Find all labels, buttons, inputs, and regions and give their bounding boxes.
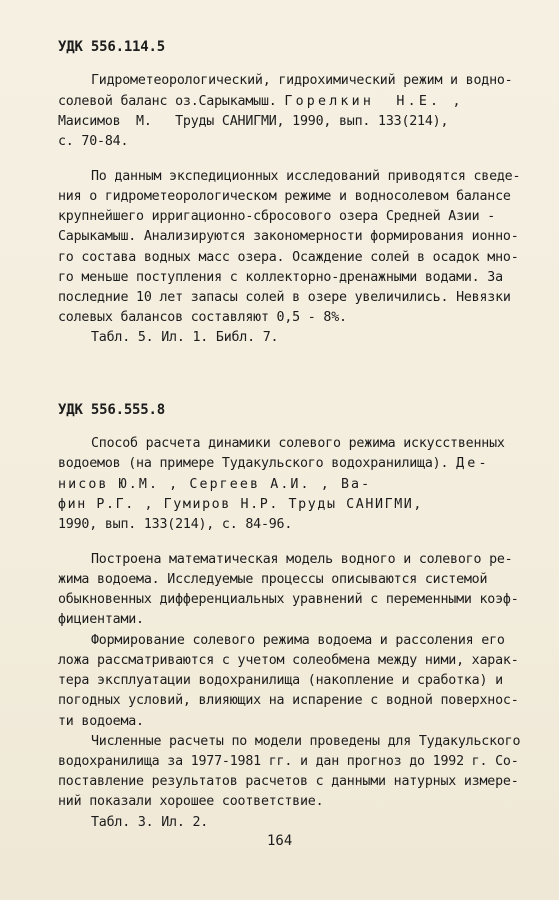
entry1-abstract-line-7: последние 10 лет запасы солей в озере увеличились. Невязки: [58, 290, 511, 305]
entry2-abstract-line-10: Численные расчеты по модели проведены для Тудакульского: [91, 734, 521, 749]
entry1-abstract-line-6: го меньше поступления с коллекторно-дренажными водами. За: [58, 270, 503, 285]
entry1-footer: Табл. 5. Ил. 1. Библ. 7.: [91, 330, 279, 345]
entry1-title-line-1: Гидрометеорологический, гидрохимический режим и водно-: [91, 73, 513, 88]
entry2-title-line-4: 1990, вып. 133(214), с. 84-96.: [58, 517, 293, 532]
entry1-title-line-2: [58, 95, 464, 108]
entry2-abstract-line-6: ложа рассматриваются с учетом солеобмена между ними, харак-: [58, 653, 519, 668]
entry1-title-text: солевой баланс оз.Сарыкамыш.: [58, 94, 277, 109]
entry2-abstract-line-1: Построена математическая модель водного и солевого ре-: [91, 552, 513, 567]
entry1-abstract-line-5: го состава водных масс озера. Осаждение солей в осадок мно-: [58, 250, 519, 265]
entry2-abstract-line-4: фициентами.: [58, 612, 144, 627]
entry2-authors-line: нисов Ю.М. , Сергеев А.И. , Ва-: [58, 477, 372, 492]
entry2-footer: Табл. 3. Ил. 2.: [91, 815, 209, 830]
entry2-abstract-line-5: Формирование солевого режима водоема и рассоления его: [91, 633, 505, 648]
entry2-title-line-1: Способ расчета динамики солевого режима искусственных: [91, 436, 505, 451]
entry1-abstract-line-4: Сарыкамыш. Анализируются закономерности формирования ионно-: [58, 229, 519, 244]
entry2-author-start: Де-: [456, 456, 490, 471]
entry2-title-line-3: фин Р.Г. , Гумиров Н.Р. Труды САНИГМИ,: [58, 497, 424, 512]
udk-code-2: УДК 556.555.8: [58, 402, 165, 418]
entry1-title-line-4: с. 70-84.: [58, 134, 129, 149]
udk-code-1: УДК 556.114.5: [58, 39, 165, 55]
entry2-abstract-line-7: тера эксплуатации водохранилища (накопление и сработка) и: [58, 673, 503, 688]
entry2-abstract-line-8: погодных условий, влияющих на испарение с водной поверхнос-: [58, 693, 519, 708]
entry1-author: Горелкин Н.Е. ,: [284, 94, 464, 109]
entry1-abstract-line-1: По данным экспедиционных исследований приводятся сведе-: [91, 169, 521, 184]
entry2-title-text: водоемов (на примере Тудакульского водохранилища).: [58, 456, 449, 471]
entry1-abstract-line-8: солевых балансов составляют 0,5 - 8%.: [58, 310, 347, 325]
entry2-abstract-line-9: ти водоема.: [58, 714, 144, 729]
entry2-abstract-line-13: ний показали хорошее соответствие.: [58, 794, 324, 809]
entry1-abstract-line-2: ния о гидрометеорологическом режиме и водносолевом балансе: [58, 189, 511, 204]
entry2-abstract-line-3: обыкновенных дифференциальных уравнений с переменными коэф-: [58, 592, 519, 607]
entry2-abstract-line-11: водохранилища за 1977-1981 гг. и дан прогноз до 1992 г. Со-: [58, 754, 519, 769]
page-number: 164: [267, 833, 293, 849]
entry2-title-line-2: [58, 457, 490, 470]
entry2-abstract-line-12: поставление результатов расчетов с данными натурных измере-: [58, 774, 519, 789]
entry2-abstract-line-2: жима водоема. Исследуемые процессы описываются системой: [58, 572, 488, 587]
entry1-title-line-3: Маисимов М. Труды САНИГМИ, 1990, вып. 133(214),: [58, 114, 449, 129]
entry1-abstract-line-3: крупнейшего ирригационно-сбросового озера Средней Азии -: [58, 209, 496, 224]
